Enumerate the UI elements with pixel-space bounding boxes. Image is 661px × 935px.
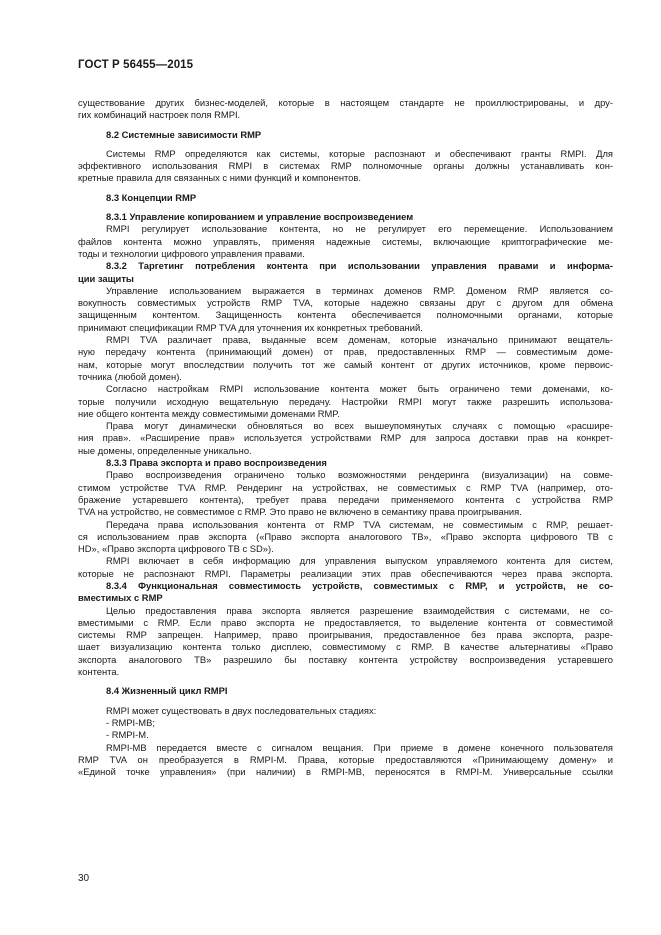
text-line: которые не распознают RMPI. Параметры реализации этих прав обеспечиваются через права экспорта. bbox=[78, 567, 613, 579]
text-line: Право воспроизведения ограничено только возможностями рендеринга (визуализации) на совме- bbox=[106, 469, 613, 481]
text-line: гих комбинаций настроек поля RMPI. bbox=[78, 109, 241, 121]
text-line: Управление использованием выражается в терминах доменов RMP. Доменом RMP является со- bbox=[106, 284, 613, 296]
text-line: RMPI-MB передается вместе с сигналом вещания. При приеме в домене конечного пользователя bbox=[106, 741, 613, 753]
text-line: HD», «Право экспорта цифрового ТВ с SD»). bbox=[78, 543, 274, 555]
text-line: эффективного использования RMPI в системах RMP полномочные органы должны устанавливать кон- bbox=[78, 160, 613, 172]
section-heading-line: ции защиты bbox=[78, 272, 134, 284]
text-line: RMPI регулирует использование контента, но не регулирует его перемещение. Использованием bbox=[106, 223, 613, 235]
text-line: RMPI включает в себя информацию для управления выпуском управляемого контента для систем, bbox=[106, 555, 613, 567]
section-heading-line: вместимых с RMP bbox=[78, 592, 163, 604]
text-line: нам, которые могут впоследствии получить тот же самый контент от других источников, кроме первоис- bbox=[78, 358, 613, 370]
paragraph-gap bbox=[78, 678, 613, 685]
text-line: системы RMP запрещен. Например, право проигрывания, предоставленное без права экспорта, разре- bbox=[78, 629, 613, 641]
text-line: - RMPI-M. bbox=[106, 729, 149, 741]
text-line: ния прав». «Расширение прав» используется устройствами RMP для запроса доставки прав на конкрет- bbox=[78, 432, 613, 444]
text-line: защищенным контентом. Защищенность контента обеспечивается полномочными органами, которые bbox=[78, 309, 613, 321]
text-line: Целью предоставления права экспорта является разрешение взаимодействия с системами, не со- bbox=[106, 604, 613, 616]
text-line: TVA на устройство, не совместимое с RMP. Это право не включено в семантику права проигрывания. bbox=[78, 506, 522, 518]
text-line: «Единой точке управления» (при наличии) в RMPI-MB, переносятся в RMPI-M. Универсальные ссылки bbox=[78, 766, 613, 778]
text-line: Согласно настройкам RMPI использование контента может быть ограничено теми доменами, ко- bbox=[106, 383, 613, 395]
text-line: ние общего контента между совместимыми доменами RMP. bbox=[78, 407, 340, 419]
text-line: бражение устаревшего контента), требует права передачи применяемого контента с устройства RMP bbox=[78, 493, 613, 505]
text-line: вместимыми с RMP. Если право экспорта не предоставляется, то выделение контента от совместимой bbox=[78, 616, 613, 628]
text-line: шает визуализацию контента только дисплею, совместимому с RMP. В качестве альтернативы «Право bbox=[78, 641, 613, 653]
section-heading-line: 8.4 Жизненный цикл RMPI bbox=[106, 685, 228, 697]
text-line: ные домены, определенные уникально. bbox=[78, 444, 252, 456]
section-heading-line: 8.3.4 Функциональная совместимость устройств, совместимых с RMP, и устройств, не со- bbox=[106, 579, 613, 591]
text-line: Права могут динамически обновляться во всех вышеупомянутых случаях с помощью «расшире- bbox=[106, 420, 613, 432]
text-line: тоды и технологии цифрового управления правами. bbox=[78, 247, 305, 259]
text-line: - RMPI-MB; bbox=[106, 716, 155, 728]
section-heading-line: 8.3.3 Права экспорта и право воспроизведения bbox=[106, 457, 327, 469]
text-line: ся использованием прав экспорта («Право экспорта аналогового ТВ», «Право экспорта цифрового ТВ с bbox=[78, 530, 613, 542]
text-line: RMP TVA он преобразуется в RMPI-M. Права, которые предоставляются «Принимающему домену» и bbox=[78, 753, 613, 765]
text-line: RMPI может существовать в двух последовательных стадиях: bbox=[106, 704, 377, 716]
text-line: экспорта аналогового ТВ» разрешило бы поставку контента устройству воспроизведения устаревшего bbox=[78, 653, 613, 665]
section-heading-line: 8.3.1 Управление копированием и управление воспроизведением bbox=[106, 211, 414, 223]
text-line: файлов контента можно управлять, применяя надежные системы, включающие криптографические ме- bbox=[78, 235, 613, 247]
text-line: существование других бизнес-моделей, которые в настоящем стандарте не проиллюстрированы, и дру- bbox=[78, 97, 613, 108]
paragraph-gap bbox=[78, 185, 613, 192]
text-line: ную передачу контента (принимающий домен) от прав, предоставленных RMP — совместимым доме- bbox=[78, 346, 613, 358]
text-line: кретные правила для связанных с ними функций и компонентов. bbox=[78, 172, 361, 184]
paragraph-gap bbox=[78, 204, 613, 211]
text-line: RMPI TVA различает права, выданные всем доменам, которые изначально принимают вещатель- bbox=[106, 334, 613, 346]
paragraph-gap bbox=[78, 698, 613, 705]
paragraph-gap bbox=[78, 122, 613, 129]
text-line: Передача права использования контента от RMP TVA системам, не совместимым с RMP, решает- bbox=[106, 518, 613, 530]
standard-header: ГОСТ Р 56455—2015 bbox=[78, 59, 194, 71]
paragraph-gap bbox=[78, 141, 613, 148]
text-line: точника (любой домен). bbox=[78, 370, 182, 382]
section-heading-line: 8.3.2 Таргетинг потребления контента при использовании управления правами и информа- bbox=[106, 260, 613, 272]
text-line: стимом устройстве TVA RMP. Рендеринг на устройствах, не совместимых с RMP TVA (например, ото- bbox=[78, 481, 613, 493]
text-line: контента. bbox=[78, 666, 120, 678]
text-line: принимают спецификации RMP TVA для уточнения их конкретных требований. bbox=[78, 321, 423, 333]
text-line: Системы RMP определяются как системы, которые распознают и обеспечивают гранты RMPI. Для bbox=[106, 147, 613, 159]
section-heading-line: 8.2 Системные зависимости RMP bbox=[106, 128, 262, 140]
page-number: 30 bbox=[78, 873, 90, 884]
text-line: вокупность совместимых устройств RMP TVA, которые надежно связаны друг с другом для обмена bbox=[78, 297, 613, 309]
text-line: торые получили исходную вещательную передачу. Настройки RMPI могут также разрешить использова- bbox=[78, 395, 613, 407]
document-body bbox=[78, 97, 613, 778]
section-heading-line: 8.3 Концепции RMP bbox=[106, 191, 197, 203]
